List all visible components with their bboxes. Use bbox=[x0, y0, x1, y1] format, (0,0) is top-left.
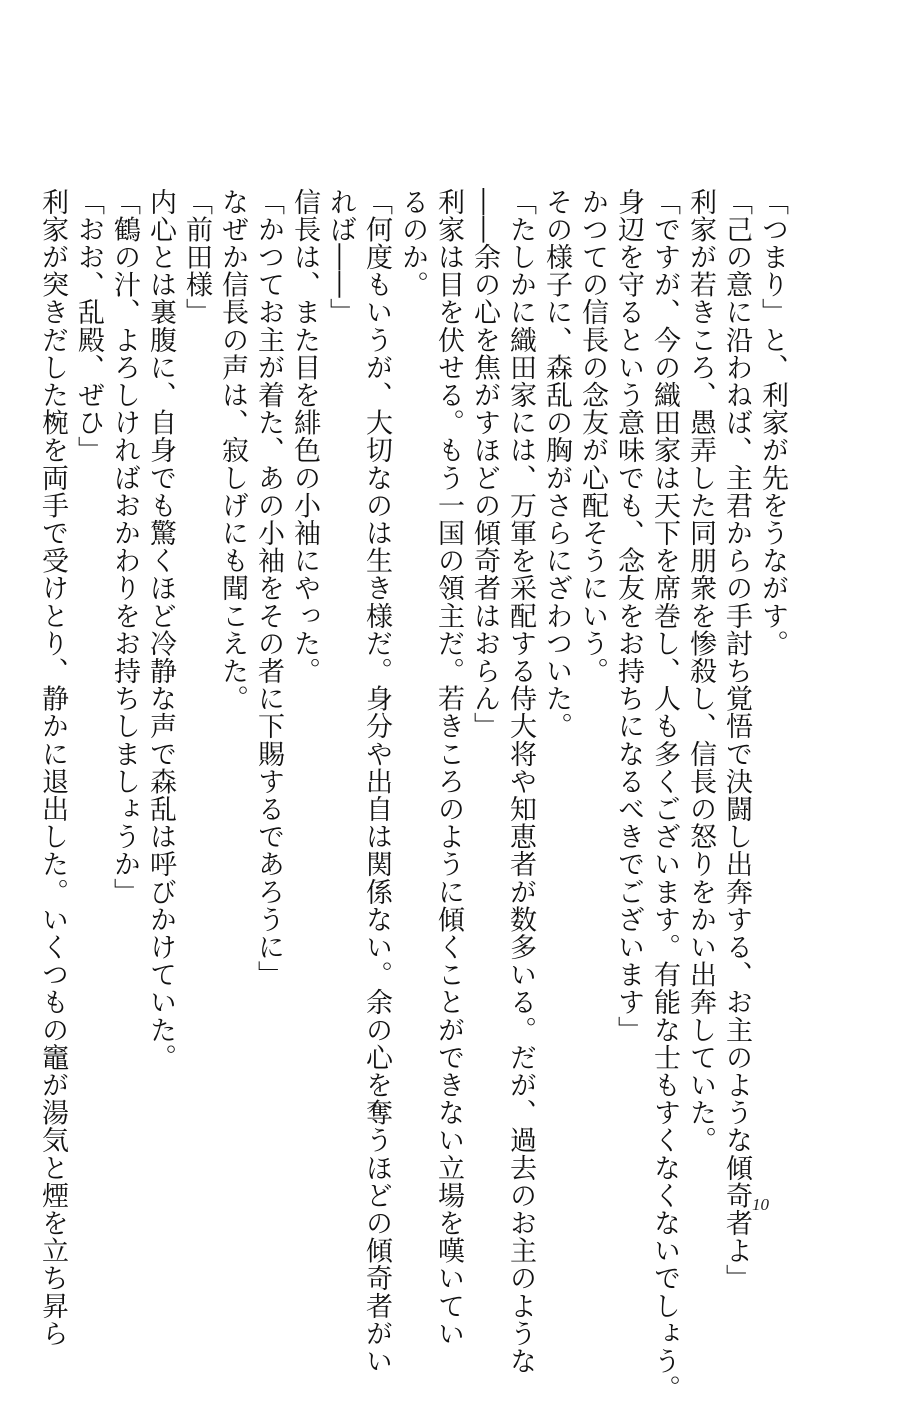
text-line: なぜか信長の声は、寂しげにも聞こえた。 bbox=[217, 188, 248, 713]
text-line: 「ですが、今の織田家は天下を席巻し、人も多くございます。有能な士もすくなくないでしょう。 bbox=[649, 188, 680, 1402]
text-line: 「かつてお主が着た、あの小袖をその者に下賜するであろうに」 bbox=[253, 188, 284, 989]
text-line: 「己の意に沿わねば、主君からの手討ち覚悟で決闘し出奔する、お主のような傾奇者よ」 bbox=[721, 188, 752, 1292]
text-line: れば――」 bbox=[325, 188, 356, 326]
text-line: 「おお、乱殿、ぜひ」 bbox=[73, 188, 104, 464]
text-line: 内心とは裏腹に、自身でも驚くほど冷静な声で森乱は呼びかけていた。 bbox=[145, 188, 176, 1072]
text-line: 利家は目を伏せる。もう一国の領主だ。若きころのように傾くことができない立場を嘆いてい bbox=[433, 188, 464, 1348]
text-line: 利家が若きころ、愚弄した同朋衆を惨殺し、信長の怒りをかい出奔していた。 bbox=[685, 188, 716, 1154]
page-number: 10 bbox=[752, 1195, 769, 1214]
text-line: 身辺を守るという意味でも、念友をお持ちになるべきでございます」 bbox=[613, 188, 644, 1044]
text-line: 信長は、また目を緋色の小袖にやった。 bbox=[289, 188, 320, 685]
text-line: 利家が突きだした椀を両手で受けとり、静かに退出した。いくつもの竈が湯気と煙を立ち昇ら bbox=[37, 188, 68, 1348]
text-line: ――余の心を焦がすほどの傾奇者はおらん」 bbox=[469, 188, 500, 740]
text-line: 「前田様」 bbox=[181, 188, 212, 326]
text-line: 「つまり」と、利家が先をうながす。 bbox=[757, 188, 788, 658]
text-line: 「何度もいうが、大切なのは生き様だ。身分や出自は関係ない。余の心を奪うほどの傾奇者がい bbox=[361, 188, 392, 1375]
text-line: その様子に、森乱の胸がさらにざわついた。 bbox=[541, 188, 572, 740]
text-line: 「鶴の汁、よろしければおかわりをお持ちしましょうか」 bbox=[109, 188, 140, 906]
text-line: 「たしかに織田家には、万軍を采配する侍大将や知恵者が数多いる。だが、過去のお主のような bbox=[505, 188, 536, 1375]
text-line: かつての信長の念友が心配そうにいう。 bbox=[577, 188, 608, 685]
text-line: るのか。 bbox=[397, 188, 428, 299]
